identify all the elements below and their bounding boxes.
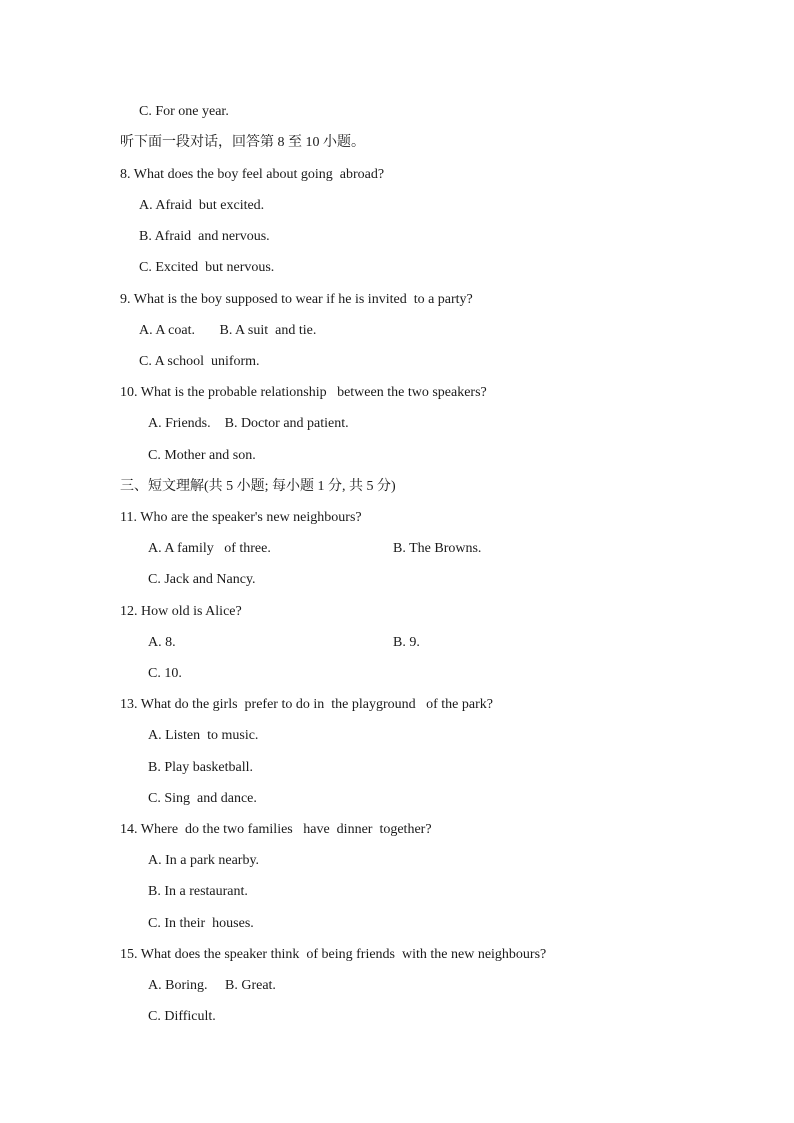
option-b-q8: B. Afraid and nervous.: [139, 229, 270, 244]
option-a-q14: A. In a park nearby.: [148, 853, 260, 868]
section-instruction: 听下面一段对话，回答第 8 至 10 小题。: [120, 135, 365, 150]
section-heading-3: 三、短文理解(共 5 小题; 每小题 1 分, 共 5 分): [120, 479, 396, 494]
option-c-q7: C. For one year.: [139, 104, 229, 119]
question-10: 10. What is the probable relationship between the two speakers?: [120, 385, 487, 400]
option-c-q12: C. 10.: [148, 666, 182, 681]
option-c-q8: C. Excited but nervous.: [139, 260, 275, 275]
option-c-q13: C. Sing and dance.: [148, 791, 257, 806]
option-c-q14: C. In their houses.: [148, 916, 254, 931]
option-b-q13: B. Play basketball.: [148, 760, 253, 775]
question-9: 9. What is the boy supposed to wear if he is invited to a party?: [120, 292, 473, 307]
question-12: 12. How old is Alice?: [120, 604, 242, 619]
option-b-q11: B. The Browns.: [393, 541, 482, 556]
question-14: 14. Where do the two families have dinner together?: [120, 822, 432, 837]
option-ab-q10: A. Friends. B. Doctor and patient.: [148, 416, 349, 431]
question-13: 13. What do the girls prefer to do in the playground of the park?: [120, 697, 493, 712]
option-c-q9: C. A school uniform.: [139, 354, 260, 369]
option-a-q12: A. 8.: [148, 635, 176, 650]
option-c-q15: C. Difficult.: [148, 1009, 216, 1024]
option-a-q13: A. Listen to music.: [148, 728, 259, 743]
option-a-q11: A. A family of three.: [148, 541, 271, 556]
option-a-q8: A. Afraid but excited.: [139, 198, 265, 213]
option-c-q10: C. Mother and son.: [148, 448, 256, 463]
option-ab-q9: A. A coat. B. A suit and tie.: [139, 323, 317, 338]
question-8: 8. What does the boy feel about going abroad?: [120, 167, 385, 182]
option-c-q11: C. Jack and Nancy.: [148, 572, 256, 587]
option-ab-q15: A. Boring. B. Great.: [148, 978, 276, 993]
question-15: 15. What does the speaker think of being friends with the new neighbours?: [120, 947, 547, 962]
option-b-q14: B. In a restaurant.: [148, 884, 248, 899]
option-b-q12: B. 9.: [393, 635, 420, 650]
question-11: 11. Who are the speaker's new neighbours?: [120, 510, 362, 525]
